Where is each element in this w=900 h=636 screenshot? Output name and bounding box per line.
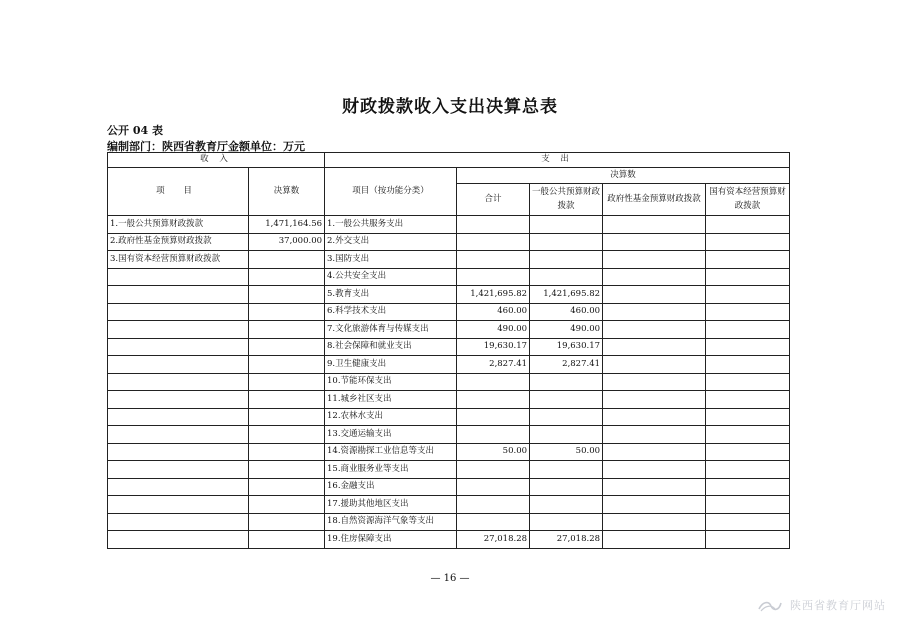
gov-fund-amount-cell: [603, 391, 706, 409]
page-number: — 16 —: [430, 573, 470, 584]
total-amount-cell: 19,630.17: [457, 338, 530, 356]
total-amount-cell: 490.00: [457, 321, 530, 339]
general-budget-amount-cell: [530, 408, 603, 426]
expense-item-cell: 10.节能环保支出: [325, 373, 457, 391]
income-amount-cell: [249, 356, 325, 374]
gov-fund-amount-cell: [603, 496, 706, 514]
income-amount-cell: [249, 321, 325, 339]
total-amount-cell: [457, 391, 530, 409]
state-capital-amount-cell: [706, 496, 790, 514]
expense-item-cell: 8.社会保障和就业支出: [325, 338, 457, 356]
total-amount-cell: [457, 408, 530, 426]
income-amount-cell: [249, 531, 325, 549]
income-amount-cell: [249, 496, 325, 514]
gov-fund-amount-cell: [603, 268, 706, 286]
income-item-cell: [108, 513, 249, 531]
income-item-cell: [108, 373, 249, 391]
expense-item-cell: 3.国防支出: [325, 251, 457, 269]
item-function-header: 项目（按功能分类）: [325, 168, 457, 216]
gov-fund-amount-cell: [603, 286, 706, 304]
income-amount-cell: [249, 513, 325, 531]
state-capital-amount-cell: [706, 391, 790, 409]
general-budget-amount-cell: [530, 216, 603, 234]
table-row: [108, 461, 790, 479]
income-item-cell: [108, 338, 249, 356]
total-amount-cell: [457, 461, 530, 479]
general-budget-amount-cell: [530, 496, 603, 514]
general-budget-amount-cell: [530, 478, 603, 496]
general-budget-amount-cell: 50.00: [530, 443, 603, 461]
state-capital-header: 国有资本经营预算财政拨款: [706, 184, 790, 216]
income-amount-cell: [249, 478, 325, 496]
table-row: [108, 478, 790, 496]
income-item-cell: [108, 303, 249, 321]
gov-fund-amount-cell: [603, 461, 706, 479]
page-title: 财政拨款收入支出决算总表: [342, 97, 558, 117]
general-budget-amount-cell: 1,421,695.82: [530, 286, 603, 304]
total-amount-cell: [457, 233, 530, 251]
state-capital-amount-cell: [706, 513, 790, 531]
gov-fund-amount-cell: [603, 531, 706, 549]
general-budget-amount-cell: 19,630.17: [530, 338, 603, 356]
income-amount-cell: 37,000.00: [249, 233, 325, 251]
form-number: 公开 04 表: [107, 124, 163, 137]
gov-fund-amount-cell: [603, 478, 706, 496]
state-capital-amount-cell: [706, 531, 790, 549]
total-amount-cell: 50.00: [457, 443, 530, 461]
total-amount-cell: 460.00: [457, 303, 530, 321]
table-row: [108, 426, 790, 444]
expense-item-cell: 6.科学技术支出: [325, 303, 457, 321]
income-item-cell: [108, 408, 249, 426]
income-amount-cell: [249, 251, 325, 269]
table-row: [108, 303, 790, 321]
general-budget-amount-cell: [530, 373, 603, 391]
table-row: [108, 216, 790, 234]
expense-item-cell: 14.资源勘探工业信息等支出: [325, 443, 457, 461]
gov-fund-amount-cell: [603, 321, 706, 339]
income-amount-cell: [249, 391, 325, 409]
income-amount-cell: [249, 426, 325, 444]
income-item-cell: [108, 443, 249, 461]
watermark-text: 陕西省教育厅网站: [790, 599, 886, 612]
total-amount-cell: [457, 251, 530, 269]
expense-item-cell: 19.住房保障支出: [325, 531, 457, 549]
income-item-cell: [108, 321, 249, 339]
gov-fund-amount-cell: [603, 443, 706, 461]
total-amount-cell: [457, 216, 530, 234]
gov-fund-amount-cell: [603, 356, 706, 374]
table-row: [108, 373, 790, 391]
state-capital-amount-cell: [706, 216, 790, 234]
expense-item-cell: 4.公共安全支出: [325, 268, 457, 286]
total-amount-cell: [457, 496, 530, 514]
income-item-cell: [108, 391, 249, 409]
state-capital-amount-cell: [706, 321, 790, 339]
header-row-sections: [108, 153, 790, 168]
expense-item-cell: 11.城乡社区支出: [325, 391, 457, 409]
expense-item-cell: 9.卫生健康支出: [325, 356, 457, 374]
expense-item-cell: 1.一般公共服务支出: [325, 216, 457, 234]
table-row: [108, 531, 790, 549]
state-capital-amount-cell: [706, 303, 790, 321]
table-row: [108, 443, 790, 461]
gov-fund-amount-cell: [603, 303, 706, 321]
table-row: [108, 251, 790, 269]
income-item-cell: 3.国有资本经营预算财政拨款: [108, 251, 249, 269]
general-budget-amount-cell: 490.00: [530, 321, 603, 339]
expense-item-cell: 2.外交支出: [325, 233, 457, 251]
gov-fund-amount-cell: [603, 216, 706, 234]
income-amount-cell: 1,471,164.56: [249, 216, 325, 234]
table-row: [108, 286, 790, 304]
state-capital-amount-cell: [706, 426, 790, 444]
expense-item-cell: 7.文化旅游体育与传媒支出: [325, 321, 457, 339]
expense-item-cell: 17.援助其他地区支出: [325, 496, 457, 514]
general-budget-amount-cell: [530, 251, 603, 269]
general-budget-amount-cell: [530, 461, 603, 479]
finance-summary-table: [107, 152, 790, 549]
total-header: 合计: [457, 184, 530, 216]
state-capital-amount-cell: [706, 373, 790, 391]
total-amount-cell: [457, 373, 530, 391]
expense-item-cell: 18.自然资源海洋气象等支出: [325, 513, 457, 531]
gov-fund-amount-cell: [603, 251, 706, 269]
income-header: 收 入: [108, 153, 325, 168]
state-capital-amount-cell: [706, 478, 790, 496]
income-item-cell: [108, 496, 249, 514]
gov-fund-amount-cell: [603, 426, 706, 444]
general-budget-amount-cell: 460.00: [530, 303, 603, 321]
state-capital-amount-cell: [706, 461, 790, 479]
income-amount-cell: [249, 338, 325, 356]
income-amount-cell: [249, 268, 325, 286]
item-header: 项 目: [108, 168, 249, 216]
general-budget-amount-cell: [530, 391, 603, 409]
total-amount-cell: 27,018.28: [457, 531, 530, 549]
final-group-header: 决算数: [457, 168, 790, 184]
department-unit-line: 编制部门：陕西省教育厅金额单位：万元: [107, 140, 305, 153]
table-row: [108, 321, 790, 339]
total-amount-cell: 1,421,695.82: [457, 286, 530, 304]
income-item-cell: 2.政府性基金预算财政拨款: [108, 233, 249, 251]
table-row: [108, 391, 790, 409]
general-budget-amount-cell: [530, 268, 603, 286]
expense-item-cell: 5.教育支出: [325, 286, 457, 304]
income-amount-cell: [249, 408, 325, 426]
table-row: [108, 408, 790, 426]
final-amount-header: 决算数: [249, 168, 325, 216]
gov-fund-amount-cell: [603, 373, 706, 391]
income-amount-cell: [249, 286, 325, 304]
general-budget-amount-cell: [530, 426, 603, 444]
general-budget-amount-cell: [530, 513, 603, 531]
gov-fund-amount-cell: [603, 513, 706, 531]
income-item-cell: [108, 461, 249, 479]
income-item-cell: [108, 286, 249, 304]
general-budget-amount-cell: [530, 233, 603, 251]
general-budget-amount-cell: 2,827.41: [530, 356, 603, 374]
income-amount-cell: [249, 443, 325, 461]
total-amount-cell: 2,827.41: [457, 356, 530, 374]
income-item-cell: [108, 478, 249, 496]
state-capital-amount-cell: [706, 408, 790, 426]
expense-item-cell: 13.交通运输支出: [325, 426, 457, 444]
state-capital-amount-cell: [706, 338, 790, 356]
expense-item-cell: 16.金融支出: [325, 478, 457, 496]
state-capital-amount-cell: [706, 356, 790, 374]
gov-fund-header: 政府性基金预算财政拨款: [603, 184, 706, 216]
gov-fund-amount-cell: [603, 233, 706, 251]
expense-item-cell: 15.商业服务业等支出: [325, 461, 457, 479]
gov-fund-amount-cell: [603, 408, 706, 426]
state-capital-amount-cell: [706, 268, 790, 286]
general-budget-amount-cell: 27,018.28: [530, 531, 603, 549]
header-row-2: [108, 168, 790, 184]
state-capital-amount-cell: [706, 286, 790, 304]
table-row: [108, 513, 790, 531]
expense-header: 支 出: [325, 153, 790, 168]
income-item-cell: [108, 531, 249, 549]
income-item-cell: [108, 268, 249, 286]
income-amount-cell: [249, 461, 325, 479]
table-row: [108, 356, 790, 374]
gov-fund-amount-cell: [603, 338, 706, 356]
state-capital-amount-cell: [706, 251, 790, 269]
swirl-logo-icon: [757, 599, 783, 613]
table-row: [108, 268, 790, 286]
income-item-cell: 1.一般公共预算财政拨款: [108, 216, 249, 234]
expense-item-cell: 12.农林水支出: [325, 408, 457, 426]
income-amount-cell: [249, 373, 325, 391]
site-watermark: [757, 597, 887, 613]
state-capital-amount-cell: [706, 443, 790, 461]
total-amount-cell: [457, 513, 530, 531]
income-amount-cell: [249, 303, 325, 321]
state-capital-amount-cell: [706, 233, 790, 251]
table-row: [108, 496, 790, 514]
table-row: [108, 338, 790, 356]
general-budget-header: 一般公共预算财政拨款: [530, 184, 603, 216]
income-item-cell: [108, 426, 249, 444]
table-row: [108, 233, 790, 251]
income-item-cell: [108, 356, 249, 374]
total-amount-cell: [457, 268, 530, 286]
total-amount-cell: [457, 426, 530, 444]
total-amount-cell: [457, 478, 530, 496]
